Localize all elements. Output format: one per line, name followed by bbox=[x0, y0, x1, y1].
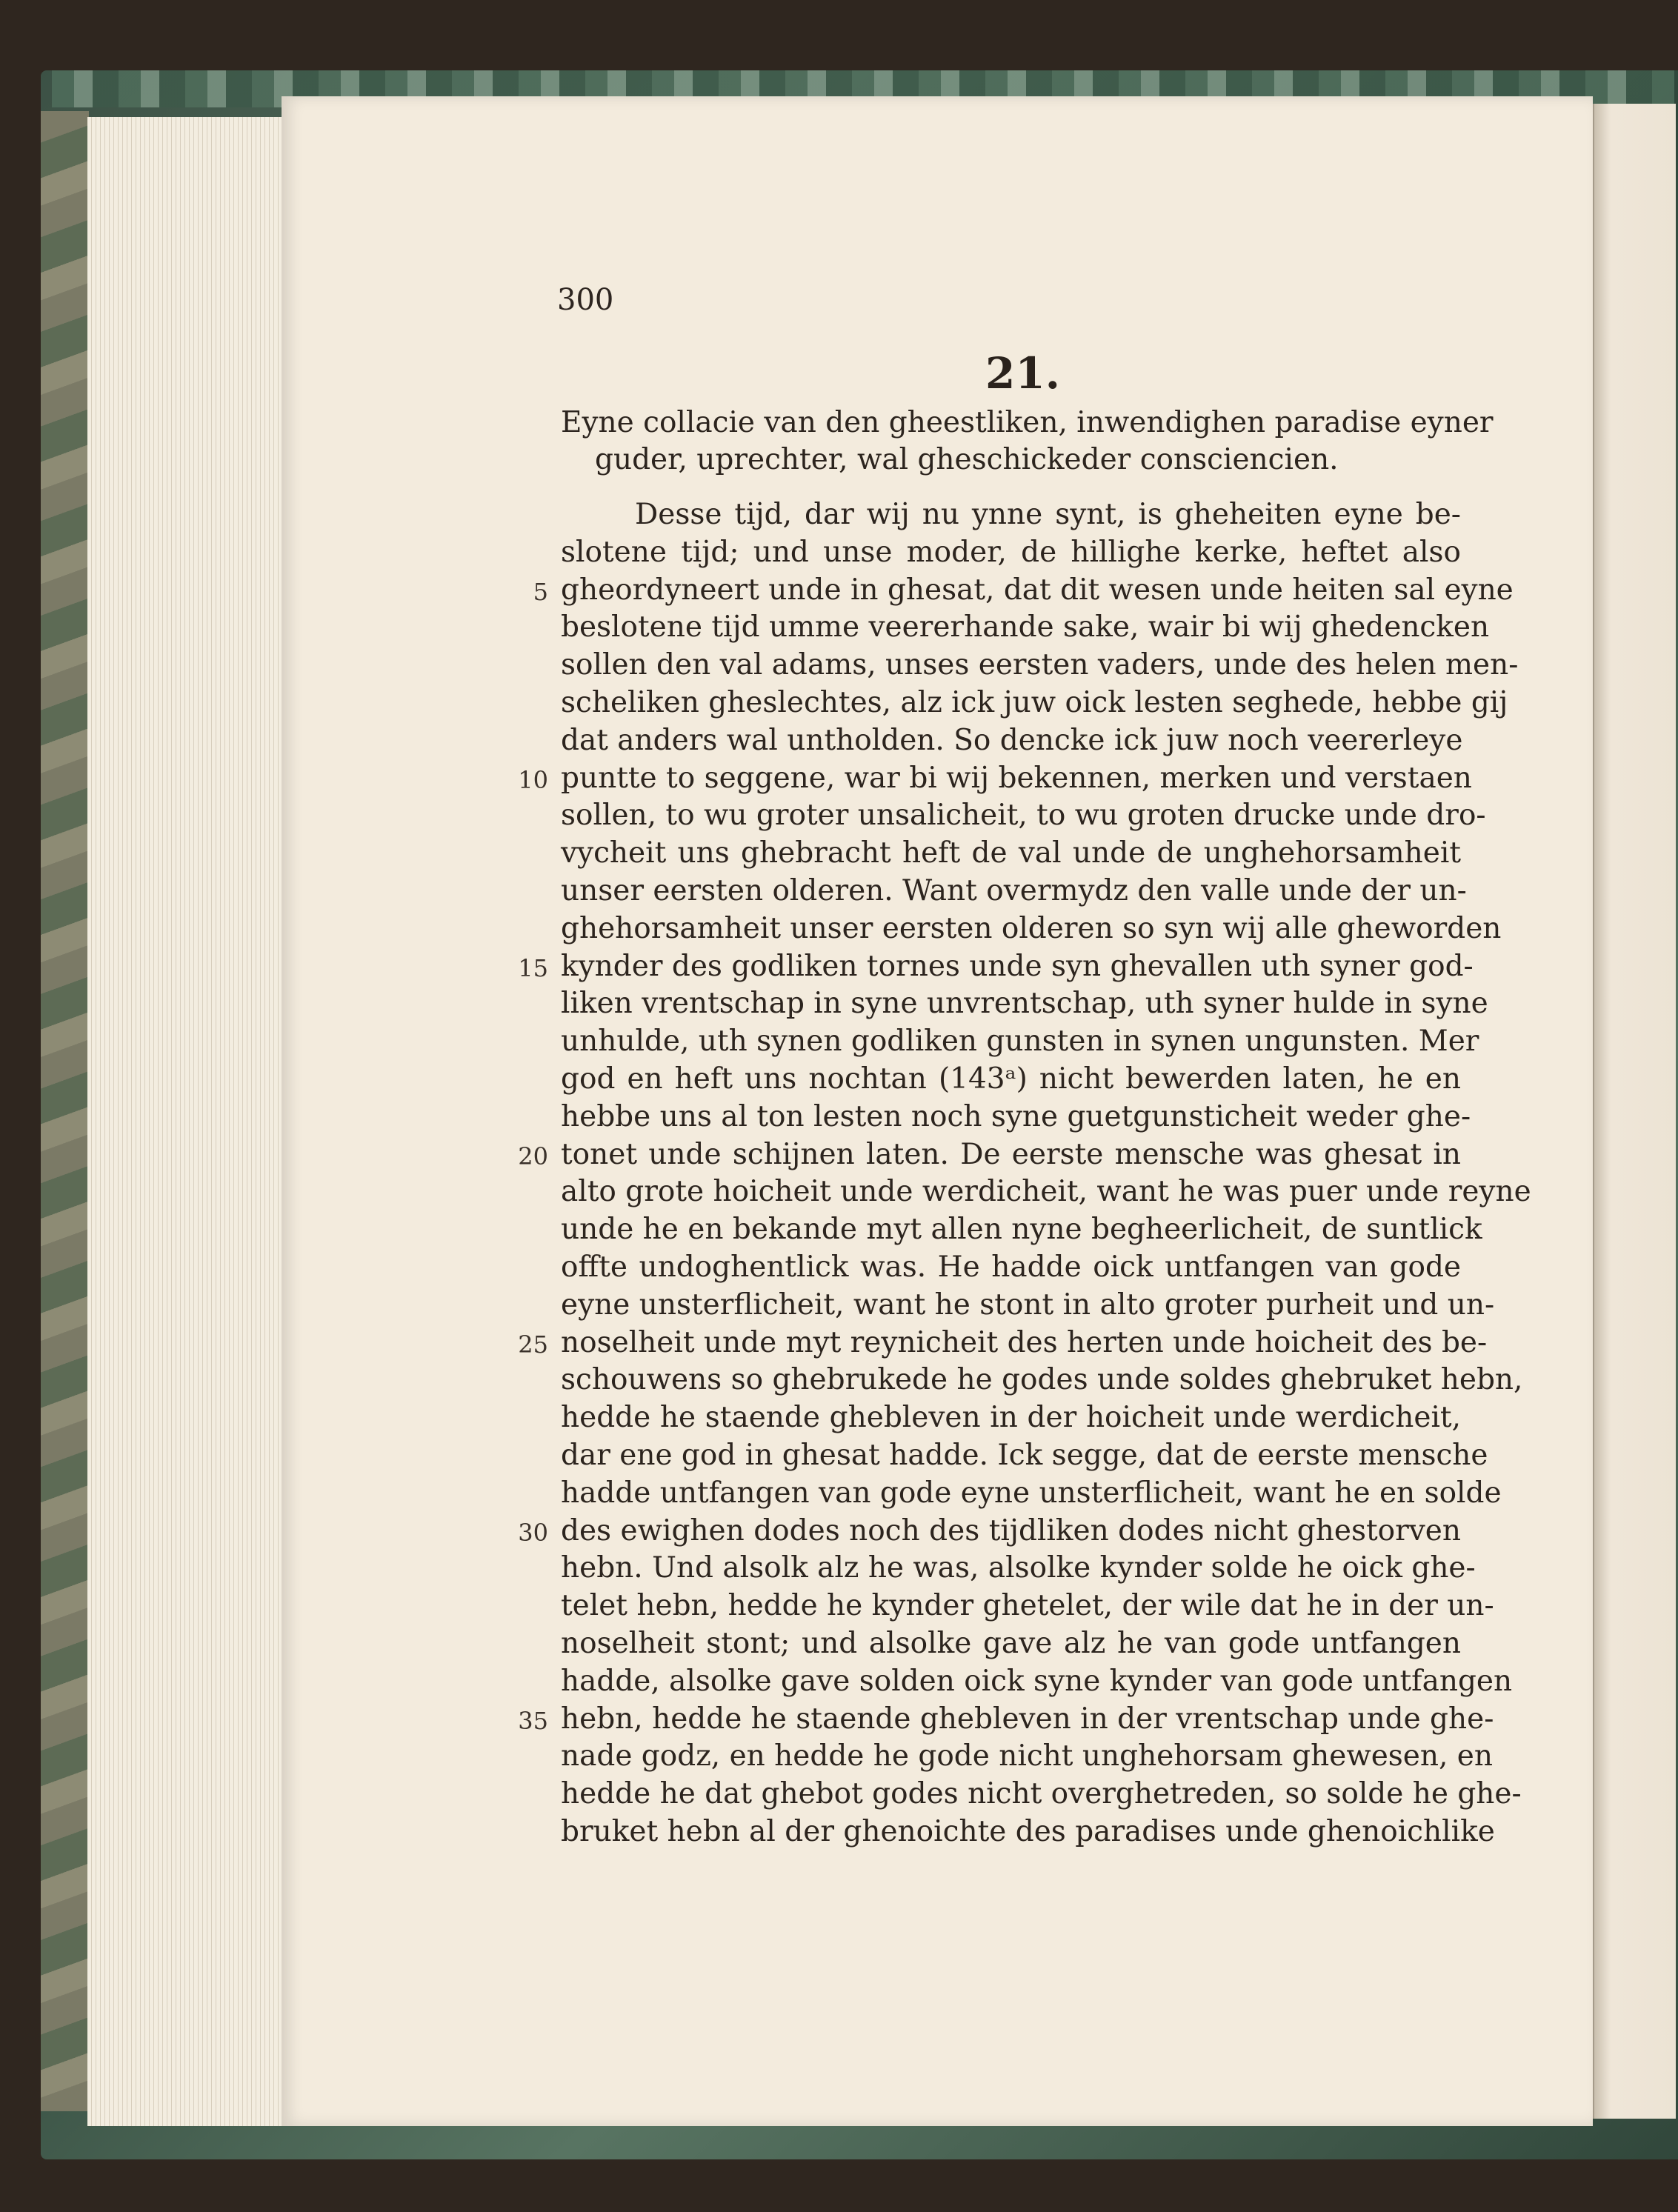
text-line: unhulde, uth synen godliken gunsten in synen ungunsten. Mer bbox=[561, 1025, 1479, 1059]
text-line: unser eersten olderen. Want overmydz den valle unde der un- bbox=[561, 873, 1467, 907]
text-line: telet hebn, hedde he kynder ghetelet, der wile dat he in der un- bbox=[561, 1589, 1494, 1623]
section-title-line-1: Eyne collacie van den gheestliken, inwendighen paradise eyner bbox=[561, 406, 1494, 439]
section-title-line-2: guder, uprechter, wal gheschickeder consciencien. bbox=[595, 443, 1339, 476]
text-line: hadde untfangen van gode eyne unsterflicheit, want he en solde bbox=[561, 1476, 1502, 1510]
text-line: des ewighen dodes noch des tijdliken dodes nicht ghestorven bbox=[561, 1513, 1461, 1548]
text-line: hebn. Und alsolk alz he was, alsolke kynder solde he oick ghe- bbox=[561, 1551, 1476, 1585]
text-line: slotene tijd; und unse moder, de hillighe kerke, heftet also bbox=[561, 535, 1461, 569]
section-number: 21. bbox=[985, 348, 1060, 399]
text-line: sollen den val adams, unses eersten vaders, unde des helen men- bbox=[561, 648, 1519, 682]
text-line: hebn, hedde he staende ghebleven in der vrentschap unde ghe- bbox=[561, 1702, 1494, 1736]
line-number: 10 bbox=[518, 766, 548, 794]
page-number: 300 bbox=[557, 283, 614, 317]
text-line: sollen, to wu groter unsalicheit, to wu groten drucke unde dro- bbox=[561, 799, 1486, 833]
page-edges-stack bbox=[87, 117, 290, 2126]
text-line: hedde he staende ghebleven in der hoicheit unde werdicheit, bbox=[561, 1401, 1461, 1435]
text-line: eyne unsterflicheit, want he stont in alto groter purheit und un- bbox=[561, 1287, 1495, 1322]
text-line: nade godz, en hedde he gode nicht unghehorsam ghewesen, en bbox=[561, 1739, 1493, 1773]
text-line: unde he en bekande myt allen nyne begheerlicheit, de suntlick bbox=[561, 1213, 1482, 1247]
text-line: bruket hebn al der ghenoichte des paradises unde ghenoichlike bbox=[561, 1814, 1495, 1848]
text-line: dar ene god in ghesat hadde. Ick segge, dat de eerste mensche bbox=[561, 1438, 1488, 1472]
text-line: noselheit unde myt reynicheit des herten unde hoicheit des be- bbox=[561, 1325, 1488, 1359]
text-line: offte undoghentlick was. He hadde oick untfangen van gode bbox=[561, 1250, 1461, 1284]
body-text bbox=[561, 496, 1531, 1851]
facing-page-edge bbox=[1593, 104, 1676, 2119]
text-line: tonet unde schijnen laten. De eerste mensche was ghesat in bbox=[561, 1137, 1461, 1171]
text-line: hebbe uns al ton lesten noch syne guetgunsticheit weder ghe- bbox=[561, 1099, 1471, 1133]
text-line: hadde, alsolke gave solden oick syne kynder van gode untfangen bbox=[561, 1664, 1513, 1698]
line-number: 5 bbox=[533, 578, 548, 606]
text-line: ghehorsamheit unser eersten olderen so syn wij alle gheworden bbox=[561, 911, 1502, 945]
line-number: 20 bbox=[518, 1142, 548, 1170]
text-line: alto grote hoicheit unde werdicheit, want he was puer unde reyne bbox=[561, 1175, 1531, 1209]
text-line: god en heft uns nochtan (143ᵃ) nicht bewerden laten, he en bbox=[561, 1062, 1461, 1096]
text-line: noselheit stont; und alsolke gave alz he van gode untfangen bbox=[561, 1626, 1461, 1660]
cover-marbled-strip bbox=[41, 111, 89, 2111]
text-line: Desse tijd, dar wij nu ynne synt, is gheheiten eyne be- bbox=[635, 498, 1461, 531]
line-number: 35 bbox=[518, 1707, 548, 1735]
line-number: 15 bbox=[518, 954, 548, 982]
line-number: 25 bbox=[518, 1330, 548, 1359]
text-line: gheordyneert unde in ghesat, dat dit wesen unde heiten sal eyne bbox=[561, 573, 1514, 607]
text-line: schouwens so ghebrukede he godes unde soldes ghebruket hebn, bbox=[561, 1363, 1523, 1397]
text-line: scheliken gheslechtes, alz ick juw oick lesten seghede, hebbe gij bbox=[561, 685, 1508, 719]
text-line: beslotene tijd umme veererhande sake, wair bi wij ghedencken bbox=[561, 610, 1490, 644]
text-line: kynder des godliken tornes unde syn ghevallen uth syner god- bbox=[561, 949, 1474, 983]
text-line: dat anders wal untholden. So dencke ick juw noch veererleye bbox=[561, 723, 1463, 757]
line-number: 30 bbox=[518, 1519, 548, 1547]
text-line: liken vrentschap in syne unvrentschap, uth syner hulde in syne bbox=[561, 987, 1488, 1021]
text-line: hedde he dat ghebot godes nicht overghetreden, so solde he ghe- bbox=[561, 1777, 1522, 1811]
text-line: vycheit uns ghebracht heft de val unde de unghehorsamheit bbox=[561, 836, 1461, 870]
text-line: puntte to seggene, war bi wij bekennen, merken und verstaen bbox=[561, 761, 1472, 795]
